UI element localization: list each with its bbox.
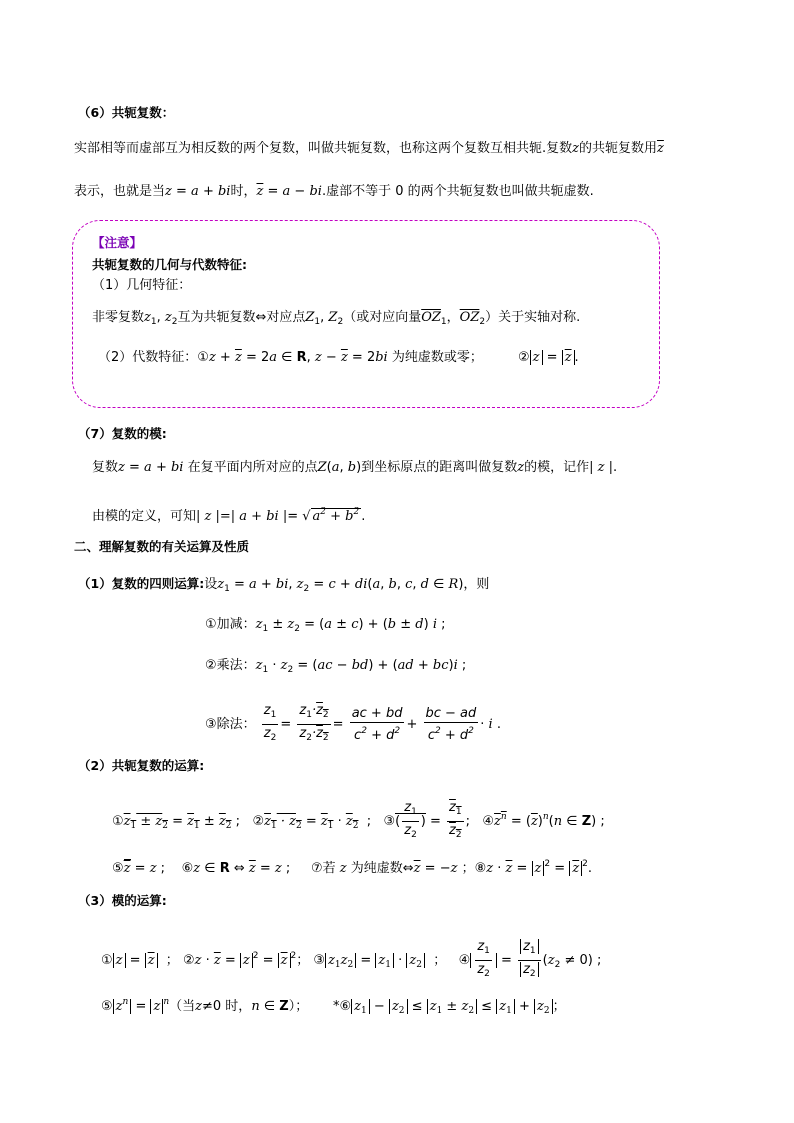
- text: ②: [518, 350, 530, 365]
- geometric-feature-line: 非零复数$z_1$, $z_2$互为共轭复数⇔对应点$Z_1$, $Z_2$（或对应向量$\overline{OZ}_1$，$\overline{OZ}_2$）关于实轴对称.: [92, 310, 581, 327]
- note-title: 共轭复数的几何与代数特征:: [92, 257, 247, 272]
- text: ③除法：: [205, 717, 256, 732]
- text: 到坐标原点的距离叫做复数: [361, 460, 518, 475]
- modulus-formula-line: 由模的定义，可知| z |=| a + bi |= √ $a^2 + b^2$ .: [92, 507, 366, 524]
- text: 非零复数: [92, 310, 145, 325]
- text: ①加减：: [205, 617, 256, 632]
- text: 由模的定义，可知: [92, 509, 197, 524]
- conjugate-definition-line1: 实部相等而虚部互为相反数的两个复数，叫做共轭复数，也称这两个复数互相共轭.复数z的共轭复数用$\overline{z}$: [74, 141, 664, 156]
- text: 互为共轭复数⇔对应点: [177, 310, 306, 325]
- four-operations-line: （1）复数的四则运算:设$z_1 = a$ + bi, $z_2 = c + di(a$, b, c, d ∈ R)，则: [78, 576, 490, 594]
- text: 为纯虚数⇔: [350, 861, 414, 876]
- section-heading-modulus: （7）复数的模:: [78, 426, 167, 441]
- text: ②乘法：: [205, 658, 256, 673]
- text: *⑥: [333, 999, 352, 1014]
- text: 的模，记作: [524, 460, 590, 475]
- conjugate-ops-row1: $①z_1 \pm z_2 = z_1 \pm z_2$ ; $②z_1 \cdot z_2 = z_1 \cdot z_2$ ; ③( $\frac{z_1}{z_2}$ ) = $\frac{z_1}{z_2}$ ; $④z^n = (\overline{z})^n(n$ ∈ Z) ;: [112, 800, 605, 840]
- conjugate-definition-line2: 表示，也就是当z = a + bi时，$\overline{z} = a$ − bi.虚部不等于 0 的两个共轭复数也叫做共轭虚数.: [74, 184, 594, 199]
- addition-formula: ①加减：$z_1 \pm z_2 = (a \pm c) + (b \pm d)$ i ;: [205, 617, 446, 634]
- section-heading-operations: 二、理解复数的有关运算及性质: [74, 539, 250, 554]
- text: ，则: [463, 577, 490, 592]
- modulus-ops-row1: ① $z = \overline{z}$ ； ②z · $\overline{z} = z$ $^2 = \overline{z}$ $^2$； ③ $z_1z_2 = z_1 \cdot z_2$ ； ④ $\frac{z_1}{z_2}$ = $\frac{z_1}{z_2}$ $(z_2 \ne 0)$ ;: [101, 939, 602, 979]
- text: 复数: [92, 460, 119, 475]
- text: 的共轭复数用: [579, 141, 658, 156]
- text: 为纯虚数或零；: [391, 350, 483, 365]
- text: 表示，也就是当: [74, 184, 166, 199]
- text: （2）代数特征：①: [98, 350, 209, 365]
- text: ≠0 时，: [202, 999, 252, 1014]
- note-tag: 【注意】: [92, 235, 143, 250]
- text: （或对应向量: [343, 310, 422, 325]
- algebraic-feature-two: ② $z = \overline{z}$ .: [518, 350, 579, 365]
- modulus-operations-heading: （3）模的运算:: [78, 893, 167, 908]
- text: 时，: [230, 184, 257, 199]
- conjugate-ops-row2: $⑤\overline{z} = z$ ; ⑥z ∈ R ⇔ $\overline{z} = z$ ; ⑦若 z 为纯虚数$\Leftrightarrow\overline{z} = -z$ ；⑧z · $\overline{z} = z$ $^2 = \overline{z}$ $^2$.: [112, 859, 593, 876]
- geometric-label: （1）几何特征：: [92, 278, 192, 293]
- text: .虚部不等于 0 的两个共轭复数也叫做共轭虚数.: [321, 184, 594, 199]
- text: ）关于实轴对称.: [485, 310, 581, 325]
- ops-heading: （1）复数的四则运算:: [78, 576, 205, 591]
- modulus-definition-line: 复数z = a + bi 在复平面内所对应的点Z(a, b)到坐标原点的距离叫做复数z的模，记作| z |.: [92, 460, 618, 475]
- text: 实部相等而虚部互为相反数的两个复数，叫做共轭复数，也称这两个复数互相共轭.复数: [74, 141, 573, 156]
- division-formula: ③除法： $\frac{z_1}{z_2}$ = $\frac{z_1\cdot z_2}{z_2\cdot z_2}$ = $\frac{ac + bd}{c^2 + d^2}$ + $\frac{bc - ad}{c^2 + d^2}$ · i .: [205, 703, 501, 743]
- multiplication-formula: ②乘法：$z_1 \cdot z_2 = (ac - bd) + (ad + bc)i$ ;: [205, 658, 467, 675]
- text: ⑦若: [310, 861, 336, 876]
- conjugate-operations-heading: （2）共轭复数的运算:: [78, 758, 205, 773]
- text: 在复平面内所对应的点: [187, 460, 318, 475]
- text: （当: [169, 999, 196, 1014]
- section-heading-conjugate: （6）共轭复数：: [78, 105, 175, 120]
- modulus-ops-row2: ⑤ $z^n = z$ $^n$（当z≠0 时，n ∈ Z）； *⑥ $z_1 - z_2 \le z_1 \pm z_2 \le z_1 + z_2$ ；: [101, 997, 566, 1016]
- algebraic-feature-line: （2）代数特征：①z + $\overline{z} = 2a$ ∈ R, $z - \overline{z} = 2bi$ 为纯虚数或零；: [98, 350, 483, 365]
- text: 设: [204, 577, 218, 592]
